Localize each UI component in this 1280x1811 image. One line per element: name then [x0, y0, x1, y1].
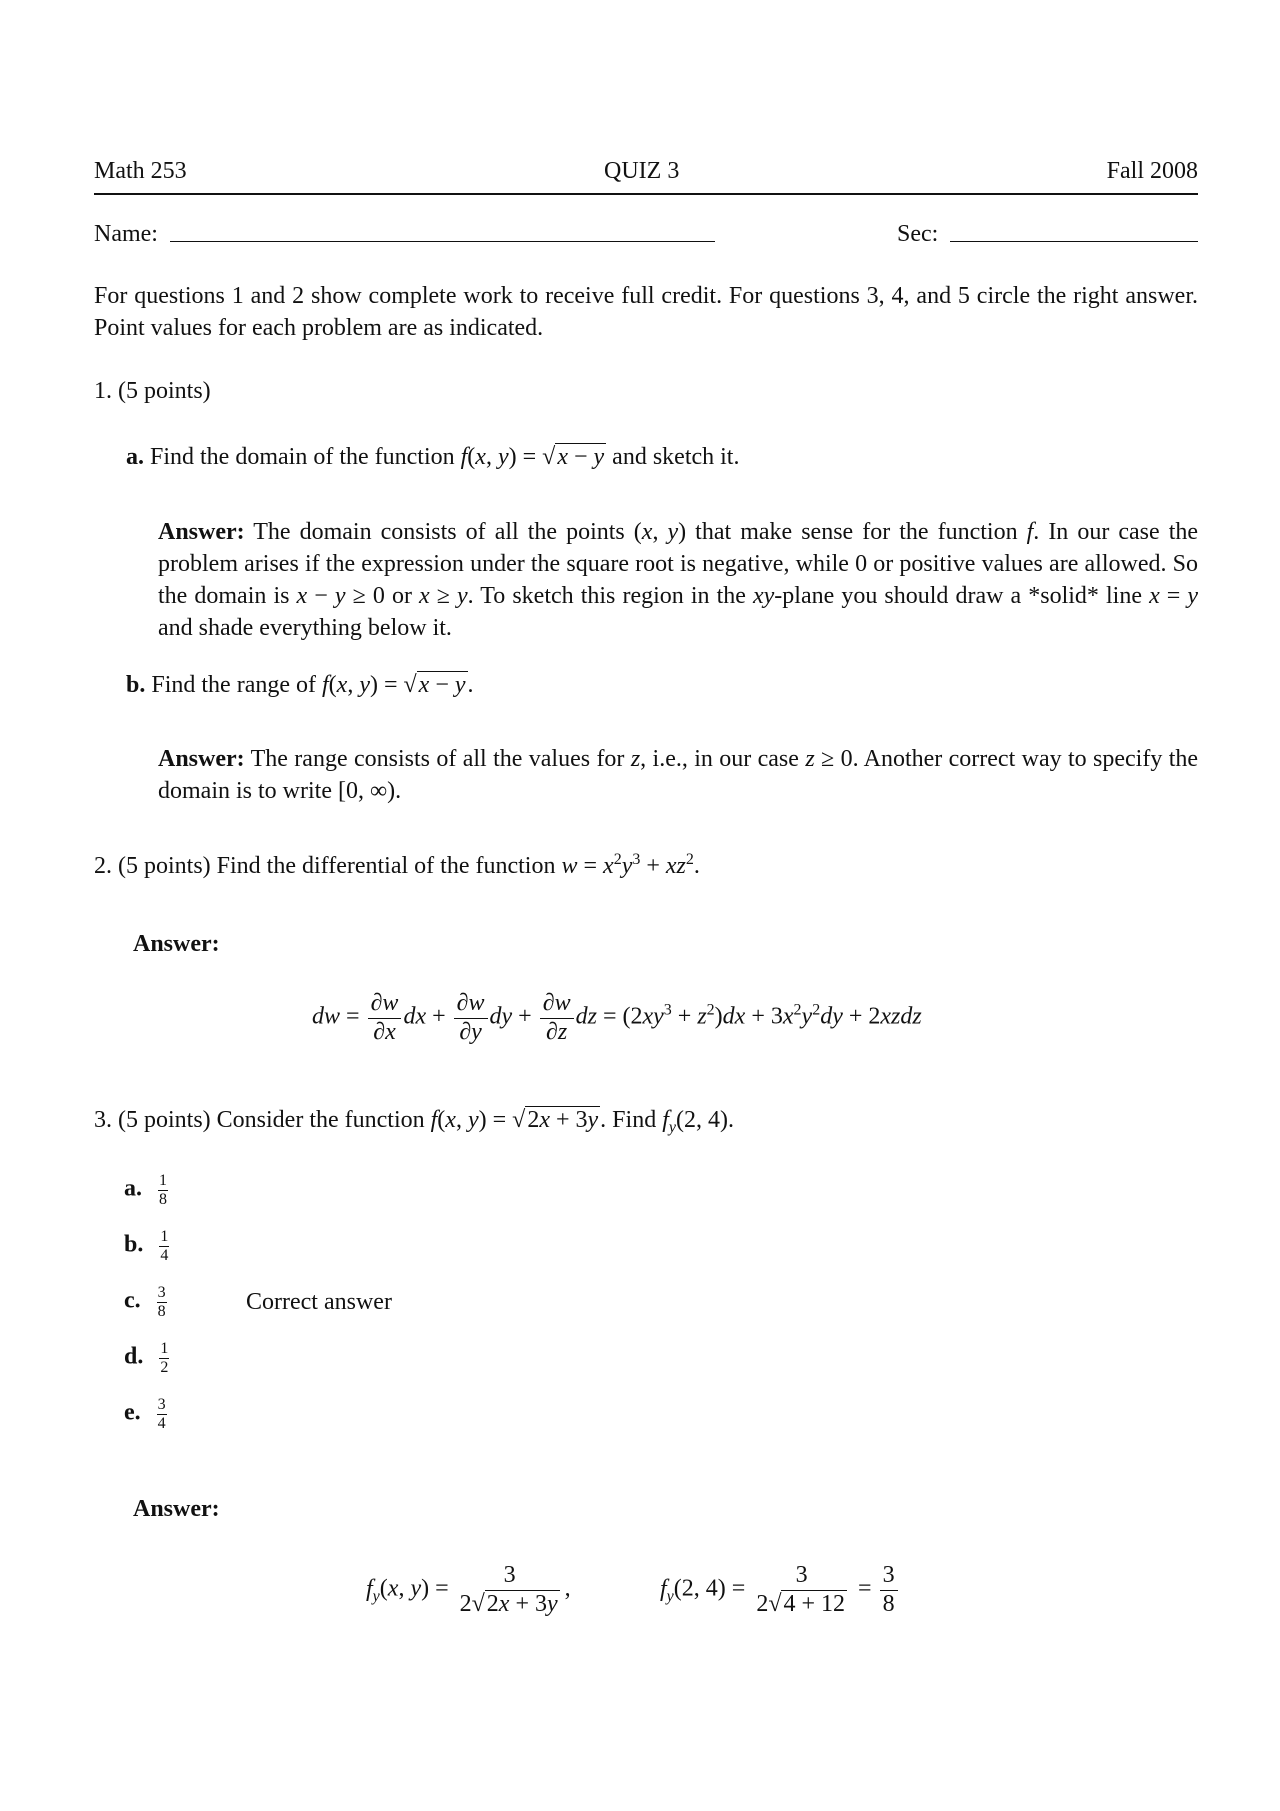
- correct-answer-note: Correct answer: [246, 1289, 392, 1315]
- q1a-answer: Answer: The domain consists of all the points (x, y) that make sense for the function f. In our case the problem arises if the expression under the square root is negative, while 0 or positive values are allowed. So the domain is x − y ≥ 0 or x ≥ y. To sketch this region in the xy-plane you should draw a *solid* line x = y and shade everything below it.: [158, 519, 1199, 641]
- q2-differential-equation: dw = $\frac{\partial w}{\partial x}$ dx + $\frac{\partial w}{\partial y}$ dy + $\frac{\partial w}{\partial z}$ dz = $(2xy^3 + z^2)dx + 3x^2y^2dy$ + 2xzdz: [312, 990, 922, 1045]
- quiz-title: QUIZ 3: [604, 158, 680, 184]
- sec-label: Sec:: [897, 221, 939, 247]
- q3-option-a[interactable]: a. $\frac{1}{8}$: [124, 1172, 167, 1208]
- q3-option-e[interactable]: e. $\frac{3}{4}$: [124, 1396, 166, 1432]
- q3-option-c[interactable]: c. $\frac{3}{8}$: [124, 1284, 166, 1320]
- q2-answer-label: Answer:: [133, 931, 220, 957]
- q1a-line: a. Find the domain of the function f(x, y) = √x − y and sketch it.: [126, 441, 739, 473]
- name-field[interactable]: [170, 241, 715, 242]
- q1a-function: f: [460, 444, 468, 470]
- q2-heading: 2. (5 points) Find the differential of the function $w = x^2y^3 + xz^2$.: [94, 851, 700, 879]
- q1b-answer: Answer: The range consists of all the values for z, i.e., in our case z ≥ 0. Another correct way to specify the domain is to write [0, ∞).: [158, 746, 1199, 804]
- name-label: Name:: [94, 221, 158, 247]
- q1b-text: Find the range of: [151, 672, 316, 698]
- q3-heading: 3. (5 points) Consider the function f(x, y) = √2x + 3y. Find $f_y(2$, 4).: [94, 1107, 734, 1136]
- q3-derivative-value: $f_y(2$, 4) = $\frac{3}{2√4 + 12}$ = $\frac{3}{8}$: [660, 1562, 900, 1618]
- q3-derivative-formula: $f_y(x$, y) = $\frac{3}{2√2x + 3y}$ ,: [366, 1562, 571, 1617]
- q3-option-b[interactable]: b. $\frac{1}{4}$: [124, 1228, 169, 1264]
- q3-option-d[interactable]: d. $\frac{1}{2}$: [124, 1340, 169, 1376]
- term: Fall 2008: [1106, 158, 1198, 184]
- q1a-label: a.: [126, 444, 144, 470]
- instructions: For questions 1 and 2 show complete work to receive full credit. For questions 3, 4, and 5 circle the right answer. Point values for each problem are as indicated.: [94, 283, 1198, 341]
- course-name: Math 253: [94, 158, 187, 184]
- sec-field[interactable]: [950, 241, 1198, 242]
- q1b-line: b. Find the range of f(x, y) = √x − y.: [126, 672, 474, 698]
- q1-heading: 1. (5 points): [94, 378, 211, 404]
- header-rule: [94, 193, 1198, 195]
- q1b-label: b.: [126, 672, 146, 698]
- q1a-text2: and sketch it.: [612, 444, 740, 470]
- sqrt-icon: √x − y: [542, 444, 605, 470]
- q1a-text1: Find the domain of the function: [150, 444, 455, 470]
- q3-answer-label: Answer:: [133, 1496, 220, 1522]
